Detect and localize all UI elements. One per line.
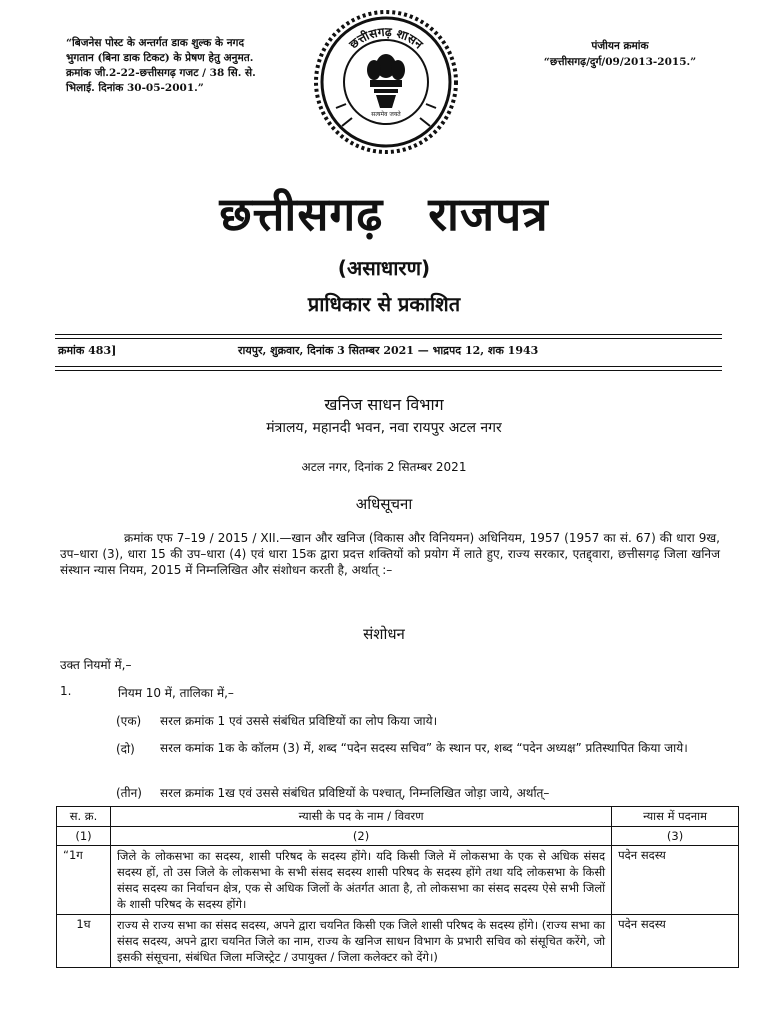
item-number: 1.	[60, 684, 72, 698]
table-header-row	[57, 807, 739, 827]
registration-block	[520, 38, 720, 70]
item-text: नियम 10 में, तालिका में,–	[118, 686, 234, 700]
row-description: राज्य से राज्य सभा का संसद सदस्य, अपने द्वारा चयनित किसी एक जिले शासी परिषद के सदस्य होंगे। (राज्य सभा का संसद सदस्य, अपने द्वारा चयनित जिले का नाम, राज्य के खनिज साधन विभाग के प्रभारी सचिव को संसूचित करेंगे, जो इसकी संसूचना, संबंधित जिला मजिस्ट्रेट / उपायुक्त / जिला कलेक्टर को देंगे।)	[110, 915, 611, 968]
notification-paragraph: क्रमांक एफ 7–19 / 2015 / XII.—खान और खनिज (विकास और विनियमन) अधिनियम, 1957 (1957 का सं. 67) की धारा 9ख, उप–धारा (3), धारा 15 की उप–धारा (4) एवं धारा 15क द्वारा प्रदत्त शक्तियों को प्रयोग में लाते हुए, राज्य सरकार, एतद्द्वारा, छत्तीसगढ़ जिला खनिज संस्थान न्यास नियम, 2015 में निम्नलिखित और संशोधन करती है, अर्थात् :–	[60, 531, 720, 577]
colnum-1: (1)	[57, 827, 111, 846]
authority-label: प्राधिकार से प्रकाशित	[307, 292, 461, 316]
row-serial: “1ग	[57, 846, 111, 915]
schedule-table	[56, 806, 739, 968]
table-row	[57, 846, 739, 915]
subitem-label: (एक)	[116, 714, 142, 728]
top-rule	[55, 334, 722, 335]
top-rule-2	[55, 338, 722, 339]
row-designation: पदेन सदस्य	[612, 846, 739, 915]
state-emblem-seal	[312, 8, 460, 156]
notification-heading: अधिसूचना	[355, 495, 413, 513]
emblem-top-text: छत्तीसगढ़ शासन	[346, 24, 426, 52]
intro-line: उक्त नियमों में,–	[60, 658, 132, 672]
notification-date: अटल नगर, दिनांक 2 सितम्बर 2021	[301, 460, 467, 474]
department-name: खनिज साधन विभाग	[324, 395, 444, 414]
department-address: मंत्रालय, महानदी भवन, नवा रायपुर अटल नगर	[266, 420, 502, 436]
bottom-rule-2	[55, 370, 722, 371]
registration-label: पंजीयन क्रमांक	[591, 40, 649, 52]
header-description: न्यासी के पद के नाम / विवरण	[110, 807, 611, 827]
subitem-label: (तीन)	[116, 786, 142, 800]
row-designation: पदेन सदस्य	[612, 915, 739, 968]
bottom-rule	[55, 366, 722, 367]
amendment-heading: संशोधन	[363, 625, 405, 643]
svg-text:छत्तीसगढ़ शासन	[346, 25, 427, 53]
issue-number: क्रमांक 483]	[58, 344, 117, 357]
table-row	[57, 915, 739, 968]
colnum-3: (3)	[612, 827, 739, 846]
row-serial: 1घ	[57, 915, 111, 968]
colnum-2: (2)	[110, 827, 611, 846]
lion-capital-icon	[367, 54, 405, 108]
table-colnum-row	[57, 827, 739, 846]
header-serial: स. क्र.	[57, 807, 111, 827]
gazette-title: छत्तीसगढ़ राजपत्र	[219, 187, 549, 241]
emblem-motto: सत्यमेव जयते	[371, 111, 401, 118]
header-designation: न्यास में पदनाम	[612, 807, 739, 827]
subitem-text: सरल कमांक 1क के कॉलम (3) में, शब्द “पदेन सदस्य सचिव” के स्थान पर, शब्द “पदेन अध्यक्ष” प्रतिस्थापित किया जाये।	[160, 741, 688, 755]
issue-date: रायपुर, शुक्रवार, दिनांक 3 सितम्बर 2021 — भाद्रपद 12, शक 1943	[238, 344, 539, 357]
subitem-label: (दो)	[116, 742, 135, 756]
postal-permit-note: “बिजनेस पोस्ट के अन्तर्गत डाक शुल्क के नगद भुगतान (बिना डाक टिकट) के प्रेषण हेतु अनुमत. क्रमांक जी.2-22-छत्तीसगढ़ गजट / 38 सि. से. भिलाई. दिनांक 30-05-2001.”	[66, 37, 256, 94]
subitem-text: सरल क्रमांक 1 एवं उससे संबंधित प्रविष्टियों का लोप किया जाये।	[160, 714, 438, 728]
subitem-text: सरल क्रमांक 1ख एवं उससे संबंधित प्रविष्टियों के पश्चात्, निम्नलिखित जोड़ा जाये, अर्थात्–	[160, 786, 550, 800]
extraordinary-label: (असाधारण)	[337, 256, 431, 280]
row-description: जिले के लोकसभा का सदस्य, शासी परिषद के सदस्य होंगे। यदि किसी जिले में लोकसभा के एक से अधिक संसद सदस्य हों, तो उस जिले के लोकसभा के सभी संसद सदस्य शासी परिषद के सदस्य होंगे तथा यदि लोकसभा के किसी संसद सदस्य का निर्वाचन क्षेत्र, एक से अधिक जिलों के अंतर्गत आता है, तो लोकसभा का संसद सदस्य ऐसे सभी जिलों के शासी परिषद के सदस्य होंगे।	[110, 846, 611, 915]
registration-number: “छत्तीसगढ़/दुर्ग/09/2013-2015.”	[543, 56, 697, 68]
